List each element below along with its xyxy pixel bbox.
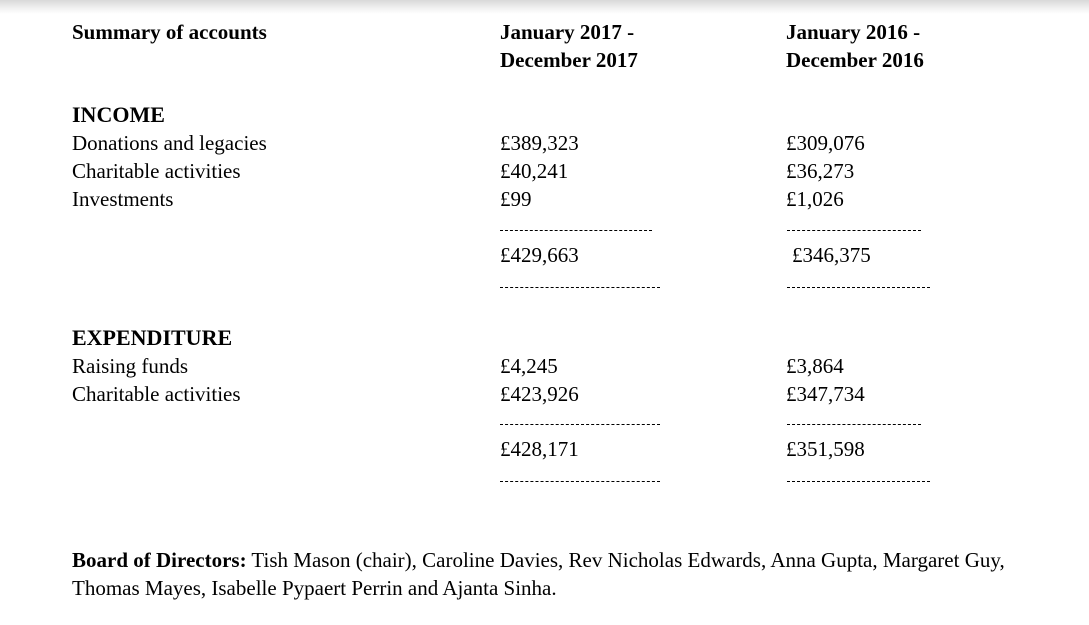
board-label: Board of Directors: (72, 548, 247, 572)
expenditure-row-value-2016: £347,734 (786, 382, 865, 406)
expenditure-subtotal-rule-2017 (500, 424, 660, 425)
income-total-2017: £429,663 (500, 243, 579, 267)
income-subtotal-rule-2016 (787, 230, 921, 231)
income-heading: INCOME (72, 102, 165, 127)
column-header-2017-line1: January 2017 - (500, 20, 635, 44)
income-row-value-2017: £40,241 (500, 159, 569, 183)
income-row-value-2016: £309,076 (786, 131, 865, 155)
income-row-value-2017: £389,323 (500, 131, 579, 155)
expenditure-row-label: Charitable activities (72, 382, 241, 406)
expenditure-total-rule-2017 (500, 481, 660, 482)
column-header-2017-line2: December 2017 (500, 48, 638, 72)
board-of-directors (72, 546, 1032, 602)
income-row-label: Investments (72, 187, 174, 211)
expenditure-heading: EXPENDITURE (72, 325, 233, 350)
income-row-value-2016: £1,026 (786, 187, 844, 211)
expenditure-row-value-2016: £3,864 (786, 354, 844, 378)
column-header-2016-line2: December 2016 (786, 48, 924, 72)
expenditure-total-rule-2016 (787, 481, 930, 482)
expenditure-subtotal-rule-2016 (787, 424, 921, 425)
income-total-rule-2016 (787, 287, 930, 288)
expenditure-row-value-2017: £423,926 (500, 382, 579, 406)
income-total-rule-2017 (500, 287, 660, 288)
income-row-value-2017: £99 (500, 187, 532, 211)
income-total-2016: £346,375 (792, 243, 871, 267)
column-header-2016-line1: January 2016 - (786, 20, 921, 44)
income-subtotal-rule-2017 (500, 230, 652, 231)
expenditure-total-2016: £351,598 (786, 437, 865, 461)
expenditure-row-label: Raising funds (72, 354, 189, 378)
income-row-value-2016: £36,273 (786, 159, 855, 183)
income-row-label: Charitable activities (72, 159, 241, 183)
board-members: Tish Mason (chair), Caroline Davies, Rev Nicholas Edwards, Anna Gupta, Margaret Guy, Thomas Mayes, Isabelle Pypaert Perrin and Ajanta Sinha. (72, 548, 1005, 600)
summary-title: Summary of accounts (72, 20, 267, 44)
income-row-label: Donations and legacies (72, 131, 267, 155)
top-shadow (0, 0, 1089, 14)
expenditure-row-value-2017: £4,245 (500, 354, 558, 378)
expenditure-total-2017: £428,171 (500, 437, 579, 461)
